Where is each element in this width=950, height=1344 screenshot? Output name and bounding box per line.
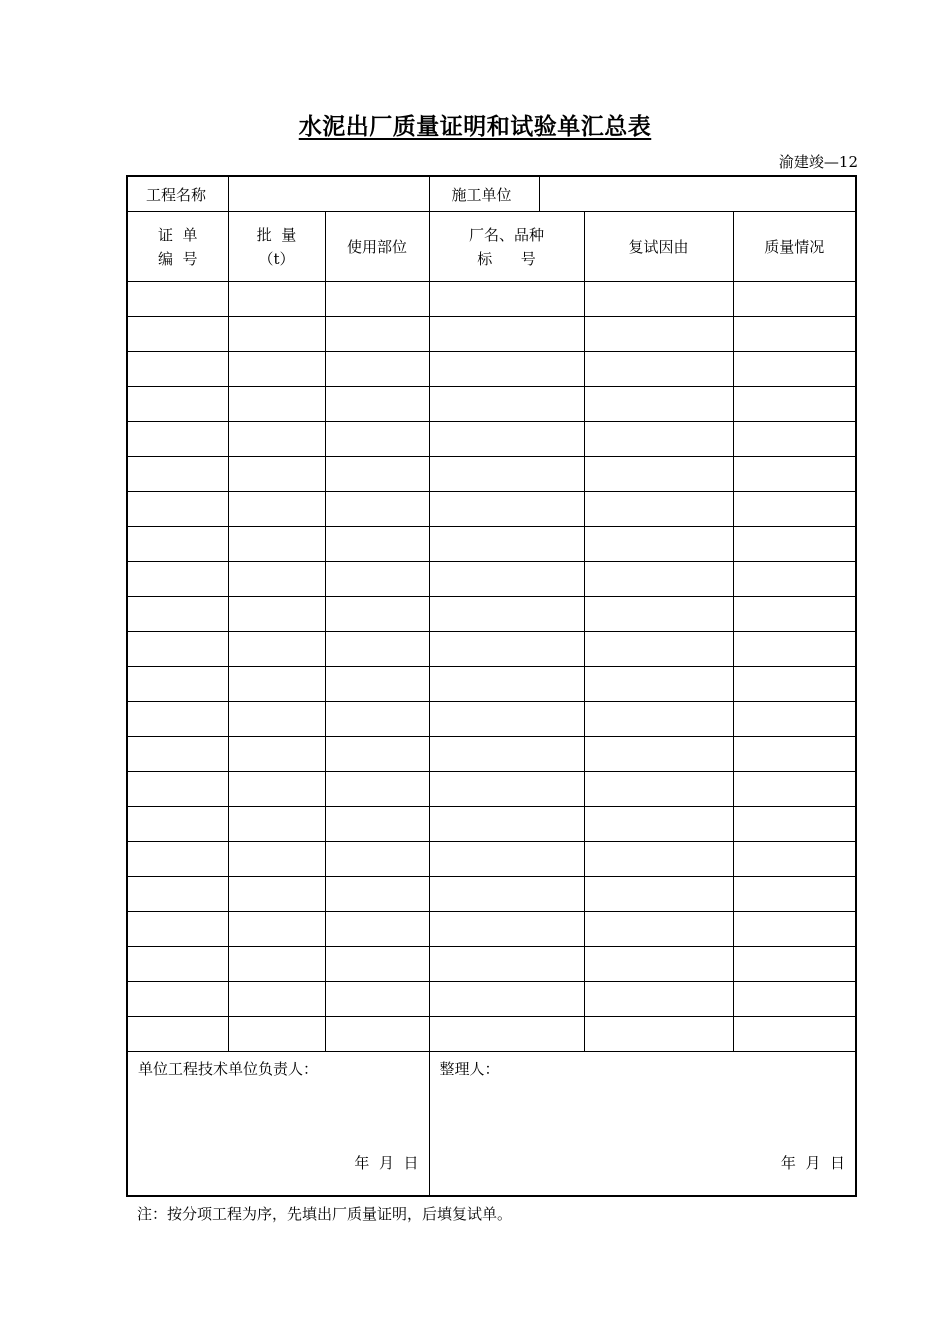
table-cell[interactable]: [127, 982, 228, 1017]
table-cell[interactable]: [325, 527, 429, 562]
table-cell[interactable]: [733, 982, 856, 1017]
summary-table: [126, 175, 857, 1197]
table-cell[interactable]: [325, 282, 429, 317]
table-cell[interactable]: [127, 632, 228, 667]
table-row: [127, 422, 856, 457]
table-cell[interactable]: [228, 597, 325, 632]
table-cell[interactable]: [325, 387, 429, 422]
header-factory-line1: 厂名、品种: [468, 225, 544, 244]
table-cell[interactable]: [429, 457, 584, 492]
project-name-field[interactable]: [228, 176, 429, 212]
table-cell[interactable]: [228, 842, 325, 877]
table-cell[interactable]: [584, 422, 733, 457]
organizer-label: 整理人：: [439, 1060, 500, 1078]
table-cell[interactable]: [228, 457, 325, 492]
table-cell[interactable]: [228, 317, 325, 352]
header-factory: [429, 212, 584, 282]
table-row: [127, 597, 856, 632]
table-cell[interactable]: [429, 387, 584, 422]
table-cell[interactable]: [733, 667, 856, 702]
table-cell[interactable]: [325, 667, 429, 702]
header-batch-line1: 批 量: [256, 225, 297, 244]
table-cell[interactable]: [429, 527, 584, 562]
table-cell[interactable]: [584, 1017, 733, 1052]
table-cell[interactable]: [733, 597, 856, 632]
table-cell[interactable]: [429, 667, 584, 702]
table-cell[interactable]: [429, 947, 584, 982]
table-cell[interactable]: [584, 982, 733, 1017]
table-cell[interactable]: [733, 737, 856, 772]
header-factory-line2: 标 号: [477, 249, 536, 268]
table-cell[interactable]: [584, 387, 733, 422]
table-cell[interactable]: [325, 772, 429, 807]
table-cell[interactable]: [127, 282, 228, 317]
table-cell[interactable]: [429, 912, 584, 947]
table-cell[interactable]: [429, 702, 584, 737]
table-cell[interactable]: [127, 737, 228, 772]
header-cert-no-line1: 证 单: [157, 225, 198, 244]
table-cell[interactable]: [733, 527, 856, 562]
table-row: [127, 562, 856, 597]
table-cell[interactable]: [228, 702, 325, 737]
table-cell[interactable]: [584, 597, 733, 632]
table-cell[interactable]: [429, 562, 584, 597]
header-cert-no-line2: 编 号: [157, 249, 198, 268]
table-row: [127, 492, 856, 527]
table-cell[interactable]: [584, 457, 733, 492]
table-cell[interactable]: [733, 912, 856, 947]
table-cell[interactable]: [733, 772, 856, 807]
table-cell[interactable]: [127, 597, 228, 632]
table-cell[interactable]: [325, 597, 429, 632]
table-cell[interactable]: [325, 877, 429, 912]
table-cell[interactable]: [127, 387, 228, 422]
table-cell[interactable]: [127, 492, 228, 527]
table-cell[interactable]: [584, 352, 733, 387]
table-cell[interactable]: [228, 632, 325, 667]
table-cell[interactable]: [325, 947, 429, 982]
table-cell[interactable]: [228, 737, 325, 772]
table-cell[interactable]: [429, 422, 584, 457]
table-cell[interactable]: [733, 282, 856, 317]
table-cell[interactable]: [228, 282, 325, 317]
table-cell[interactable]: [127, 807, 228, 842]
table-cell[interactable]: [325, 352, 429, 387]
table-row: [127, 1017, 856, 1052]
table-row: [127, 947, 856, 982]
table-row: [127, 527, 856, 562]
table-cell[interactable]: [584, 492, 733, 527]
table-cell[interactable]: [733, 947, 856, 982]
table-cell[interactable]: [429, 492, 584, 527]
header-batch: [228, 212, 325, 282]
table-row: [127, 842, 856, 877]
header-batch-line2: （t）: [258, 249, 295, 268]
table-cell[interactable]: [127, 912, 228, 947]
table-row: [127, 737, 856, 772]
table-cell[interactable]: [228, 492, 325, 527]
header-retest-reason: 复试因由: [584, 212, 733, 282]
table-cell[interactable]: [733, 422, 856, 457]
table-cell[interactable]: [733, 492, 856, 527]
header-usage-location: 使用部位: [325, 212, 429, 282]
table-cell[interactable]: [228, 352, 325, 387]
info-row: [127, 176, 856, 212]
table-cell[interactable]: [584, 667, 733, 702]
table-row: [127, 387, 856, 422]
table-cell[interactable]: [228, 772, 325, 807]
construction-unit-field[interactable]: [539, 176, 856, 212]
form-code: 渝建竣—12: [778, 153, 858, 171]
table-cell[interactable]: [584, 527, 733, 562]
tech-lead-date: 年 月 日: [354, 1154, 419, 1172]
table-cell[interactable]: [429, 352, 584, 387]
footnote: 注：按分项工程为序，先填出厂质量证明，后填复试单。: [137, 1205, 513, 1223]
table-cell[interactable]: [228, 947, 325, 982]
table-row: [127, 317, 856, 352]
table-cell[interactable]: [325, 562, 429, 597]
table-cell[interactable]: [584, 772, 733, 807]
table-cell[interactable]: [584, 702, 733, 737]
table-cell[interactable]: [228, 667, 325, 702]
table-cell[interactable]: [733, 877, 856, 912]
form-title: 水泥出厂质量证明和试验单汇总表: [298, 113, 652, 140]
table-row: [127, 702, 856, 737]
table-row: [127, 912, 856, 947]
table-cell[interactable]: [429, 317, 584, 352]
table-cell[interactable]: [228, 527, 325, 562]
table-cell[interactable]: [733, 317, 856, 352]
table-cell[interactable]: [325, 912, 429, 947]
table-cell[interactable]: [733, 352, 856, 387]
table-cell[interactable]: [228, 807, 325, 842]
table-cell[interactable]: [228, 562, 325, 597]
table-cell[interactable]: [127, 527, 228, 562]
table-row: [127, 352, 856, 387]
table-row: [127, 632, 856, 667]
header-quality-status: 质量情况: [733, 212, 856, 282]
table-cell[interactable]: [429, 877, 584, 912]
table-cell[interactable]: [127, 772, 228, 807]
table-cell[interactable]: [127, 702, 228, 737]
table-cell[interactable]: [127, 317, 228, 352]
header-cert-no: [127, 212, 228, 282]
table-cell[interactable]: [228, 422, 325, 457]
table-cell[interactable]: [733, 457, 856, 492]
table-cell[interactable]: [127, 667, 228, 702]
table-cell[interactable]: [127, 457, 228, 492]
tech-lead-label: 单位工程技术单位负责人：: [138, 1060, 319, 1078]
table-cell[interactable]: [733, 702, 856, 737]
signature-row: [127, 1052, 856, 1197]
table-row: [127, 982, 856, 1017]
table-row: [127, 457, 856, 492]
table-row: [127, 667, 856, 702]
table-row: [127, 282, 856, 317]
table-cell[interactable]: [584, 632, 733, 667]
table-cell[interactable]: [325, 807, 429, 842]
table-cell[interactable]: [429, 842, 584, 877]
table-cell[interactable]: [228, 877, 325, 912]
table-cell[interactable]: [325, 422, 429, 457]
table-cell[interactable]: [429, 807, 584, 842]
table-cell[interactable]: [733, 562, 856, 597]
table-cell[interactable]: [325, 842, 429, 877]
table-cell[interactable]: [584, 282, 733, 317]
project-name-label: 工程名称: [127, 176, 228, 212]
table-cell[interactable]: [429, 737, 584, 772]
table-row: [127, 772, 856, 807]
table-cell[interactable]: [228, 387, 325, 422]
table-cell[interactable]: [127, 1017, 228, 1052]
table-cell[interactable]: [127, 877, 228, 912]
table-cell[interactable]: [429, 632, 584, 667]
table-cell[interactable]: [733, 387, 856, 422]
table-cell[interactable]: [429, 772, 584, 807]
table-cell[interactable]: [228, 982, 325, 1017]
table-cell[interactable]: [584, 912, 733, 947]
table-cell[interactable]: [733, 842, 856, 877]
table-cell[interactable]: [584, 842, 733, 877]
table-cell[interactable]: [325, 1017, 429, 1052]
organizer-date: 年 月 日: [780, 1154, 845, 1172]
table-cell[interactable]: [429, 282, 584, 317]
header-row: [127, 212, 856, 282]
table-cell[interactable]: [228, 912, 325, 947]
table-cell[interactable]: [584, 877, 733, 912]
table-cell[interactable]: [325, 492, 429, 527]
table-cell[interactable]: [584, 737, 733, 772]
table-cell[interactable]: [584, 947, 733, 982]
table-cell[interactable]: [584, 562, 733, 597]
table-cell[interactable]: [733, 807, 856, 842]
table-row: [127, 877, 856, 912]
table-cell[interactable]: [733, 1017, 856, 1052]
table-cell[interactable]: [325, 737, 429, 772]
table-cell[interactable]: [127, 562, 228, 597]
table-cell[interactable]: [325, 702, 429, 737]
table-cell[interactable]: [733, 632, 856, 667]
table-cell[interactable]: [325, 632, 429, 667]
table-row: [127, 807, 856, 842]
table-cell[interactable]: [429, 1017, 584, 1052]
table-cell[interactable]: [325, 317, 429, 352]
table-cell[interactable]: [325, 982, 429, 1017]
table-cell[interactable]: [325, 457, 429, 492]
table-cell[interactable]: [584, 807, 733, 842]
table-cell[interactable]: [584, 317, 733, 352]
construction-unit-label: 施工单位: [429, 176, 539, 212]
table-cell[interactable]: [429, 597, 584, 632]
table-cell[interactable]: [429, 982, 584, 1017]
table-cell[interactable]: [127, 352, 228, 387]
table-cell[interactable]: [127, 422, 228, 457]
organizer-signature-cell[interactable]: [429, 1052, 856, 1197]
table-cell[interactable]: [228, 1017, 325, 1052]
table-cell[interactable]: [127, 947, 228, 982]
tech-lead-signature-cell[interactable]: [127, 1052, 429, 1197]
table-cell[interactable]: [127, 842, 228, 877]
